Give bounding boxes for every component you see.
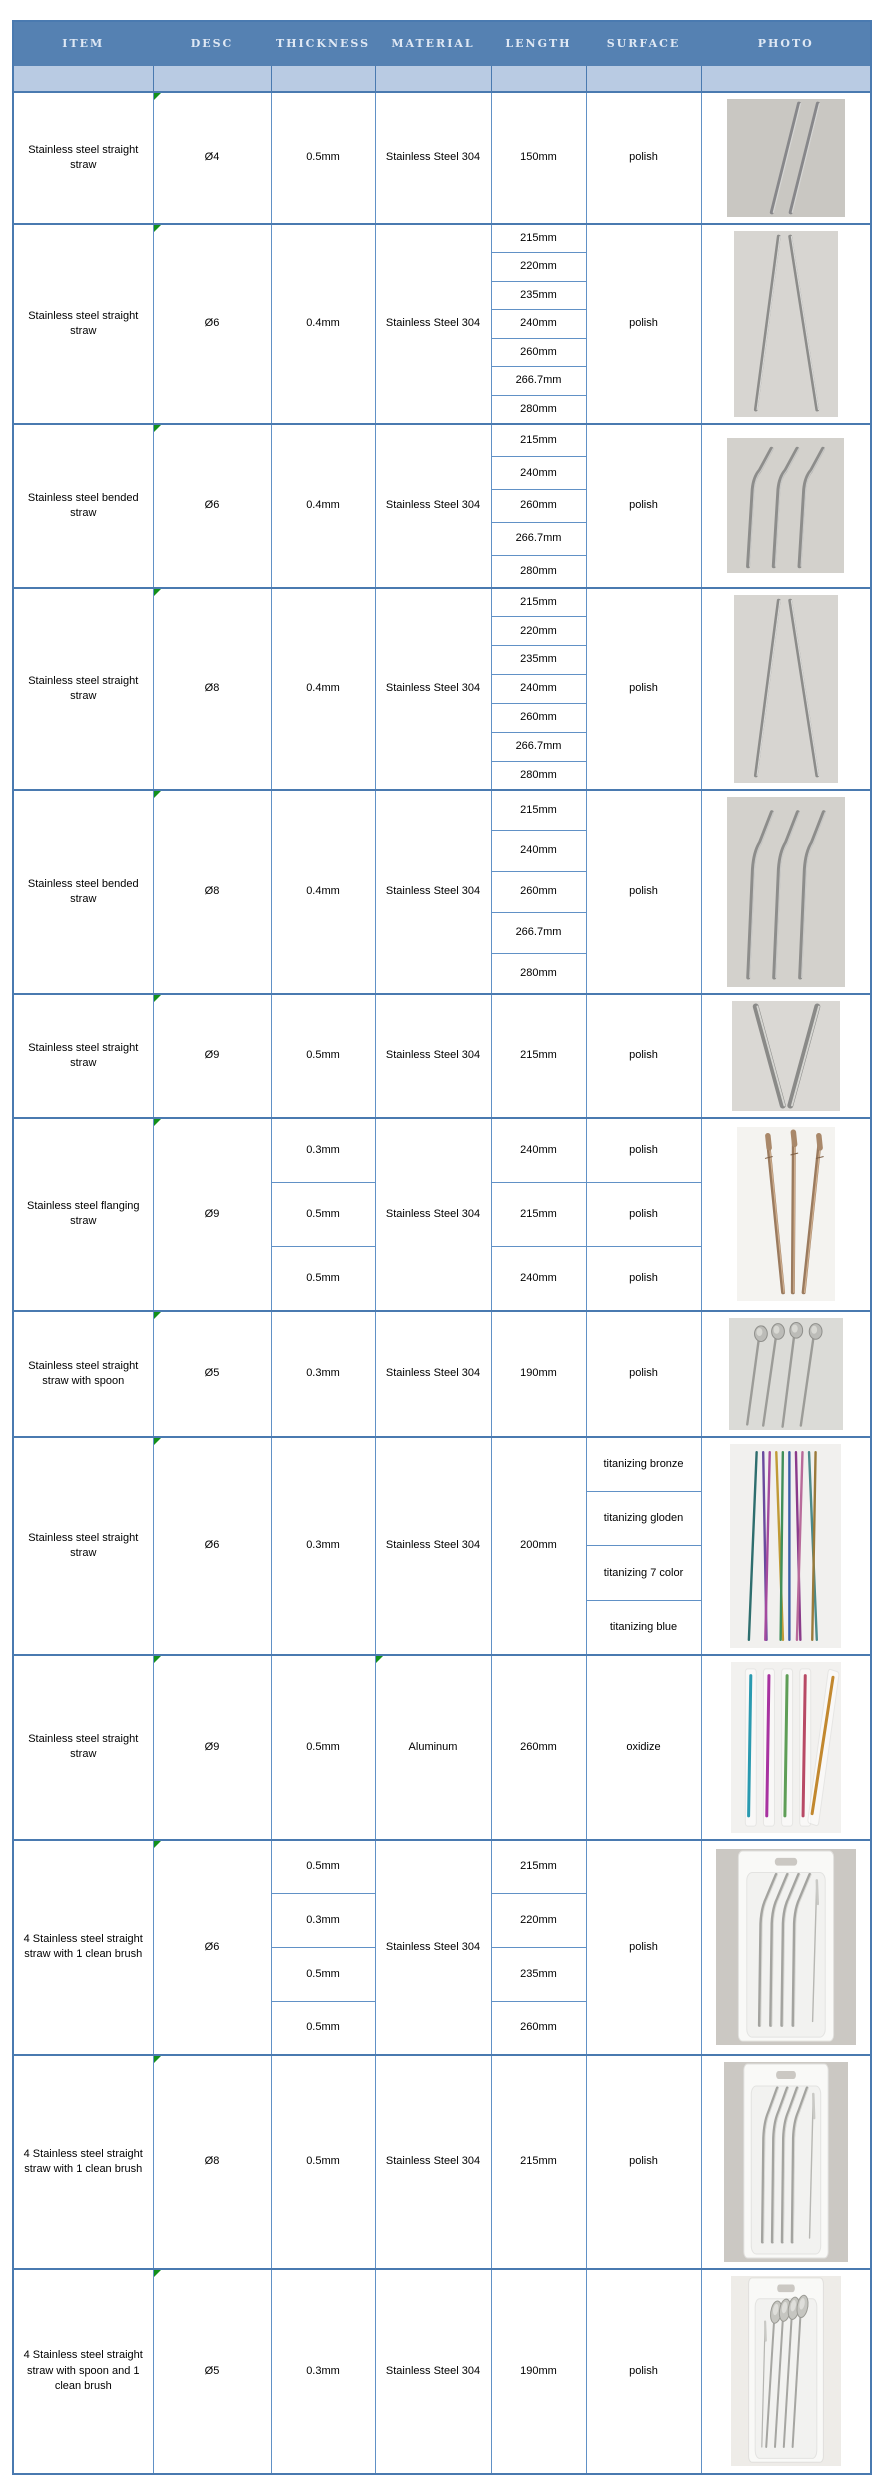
length-cell: 190mm (491, 2269, 586, 2474)
product-photo (727, 99, 845, 217)
item-cell: Stainless steel straight straw (13, 1437, 153, 1655)
thickness-cell: 0.5mm (271, 1247, 375, 1311)
length-cell: 215mm (491, 994, 586, 1118)
thickness-cell: 0.4mm (271, 588, 375, 790)
product-photo (734, 231, 838, 417)
length-cell: 190mm (491, 1311, 586, 1437)
column-header-material: MATERIAL (375, 21, 491, 66)
photo-cell (701, 790, 871, 994)
material-cell: Stainless Steel 304 (375, 1118, 491, 1311)
table-row (13, 1311, 871, 1437)
length-cell: 215mm (491, 2055, 586, 2269)
length-cell: 260mm (491, 1655, 586, 1840)
table-row (13, 1840, 871, 1894)
length-cell: 260mm (491, 703, 586, 732)
product-photo (731, 1662, 841, 1833)
length-cell: 235mm (491, 1947, 586, 2001)
table-row (13, 2269, 871, 2474)
length-cell: 240mm (491, 1247, 586, 1311)
length-cell: 266.7mm (491, 732, 586, 761)
length-cell: 240mm (491, 457, 586, 490)
column-header-desc: DESC (153, 21, 271, 66)
desc-cell: Ø8 (153, 588, 271, 790)
length-cell: 266.7mm (491, 367, 586, 396)
item-cell: Stainless steel straight straw (13, 1655, 153, 1840)
length-cell: 220mm (491, 1894, 586, 1948)
desc-cell: Ø8 (153, 790, 271, 994)
length-cell: 260mm (491, 490, 586, 523)
length-cell: 220mm (491, 253, 586, 282)
thickness-cell: 0.5mm (271, 1947, 375, 2001)
length-cell: 235mm (491, 281, 586, 310)
photo-cell (701, 2055, 871, 2269)
product-photo (730, 1444, 841, 1648)
thickness-cell: 0.5mm (271, 1655, 375, 1840)
photo-cell (701, 1840, 871, 2055)
length-cell: 240mm (491, 310, 586, 339)
item-cell: Stainless steel straight straw (13, 588, 153, 790)
length-cell: 266.7mm (491, 912, 586, 953)
length-cell: 215mm (491, 1840, 586, 1894)
surface-cell: polish (586, 2269, 701, 2474)
material-cell: Aluminum (375, 1655, 491, 1840)
subheader-cell (153, 66, 271, 93)
column-header-length: LENGTH (491, 21, 586, 66)
table-row (13, 92, 871, 224)
item-cell: Stainless steel bended straw (13, 424, 153, 588)
material-cell: Stainless Steel 304 (375, 224, 491, 424)
desc-cell: Ø9 (153, 1655, 271, 1840)
product-photo (737, 1127, 835, 1301)
material-cell: Stainless Steel 304 (375, 424, 491, 588)
length-cell: 240mm (491, 831, 586, 872)
surface-cell: oxidize (586, 1655, 701, 1840)
table-body (13, 92, 871, 2474)
surface-cell: titanizing gloden (586, 1491, 701, 1546)
surface-cell: polish (586, 424, 701, 588)
product-photo (724, 2062, 848, 2262)
desc-cell: Ø9 (153, 994, 271, 1118)
thickness-cell: 0.5mm (271, 994, 375, 1118)
column-header-photo: PHOTO (701, 21, 871, 66)
length-cell: 150mm (491, 92, 586, 224)
subheader-cell (375, 66, 491, 93)
surface-cell: polish (586, 2055, 701, 2269)
length-cell: 266.7mm (491, 522, 586, 555)
table-subheader-row (13, 66, 871, 93)
thickness-cell: 0.3mm (271, 1437, 375, 1655)
thickness-cell: 0.3mm (271, 2269, 375, 2474)
column-header-thickness: THICKNESS (271, 21, 375, 66)
length-cell: 215mm (491, 224, 586, 253)
surface-cell: titanizing bronze (586, 1437, 701, 1492)
thickness-cell: 0.3mm (271, 1118, 375, 1182)
product-photo (729, 1318, 843, 1430)
length-cell: 215mm (491, 424, 586, 457)
material-cell: Stainless Steel 304 (375, 2055, 491, 2269)
item-cell: 4 Stainless steel straight straw with spoon and 1 clean brush (13, 2269, 153, 2474)
item-cell: Stainless steel straight straw (13, 92, 153, 224)
photo-cell (701, 1437, 871, 1655)
photo-cell (701, 588, 871, 790)
material-cell: Stainless Steel 304 (375, 994, 491, 1118)
surface-cell: polish (586, 790, 701, 994)
length-cell: 280mm (491, 395, 586, 424)
item-cell: Stainless steel straight straw with spoon (13, 1311, 153, 1437)
surface-cell: polish (586, 1311, 701, 1437)
length-cell: 260mm (491, 338, 586, 367)
material-cell: Stainless Steel 304 (375, 1437, 491, 1655)
product-photo (727, 797, 845, 987)
table-row (13, 994, 871, 1118)
surface-cell: titanizing 7 color (586, 1546, 701, 1601)
table-header (13, 21, 871, 92)
column-header-surface: SURFACE (586, 21, 701, 66)
surface-cell: polish (586, 588, 701, 790)
length-cell: 280mm (491, 555, 586, 588)
table-row (13, 224, 871, 253)
table-header-row (13, 21, 871, 66)
product-photo (716, 1849, 856, 2045)
desc-cell: Ø6 (153, 1437, 271, 1655)
surface-cell: polish (586, 1247, 701, 1311)
length-cell: 260mm (491, 2001, 586, 2055)
photo-cell (701, 424, 871, 588)
material-cell: Stainless Steel 304 (375, 92, 491, 224)
subheader-cell (491, 66, 586, 93)
table-row (13, 1118, 871, 1182)
table-row (13, 1655, 871, 1840)
desc-cell: Ø6 (153, 424, 271, 588)
product-photo (734, 595, 838, 783)
desc-cell: Ø8 (153, 2055, 271, 2269)
subheader-cell (586, 66, 701, 93)
material-cell: Stainless Steel 304 (375, 588, 491, 790)
length-cell: 240mm (491, 1118, 586, 1182)
desc-cell: Ø4 (153, 92, 271, 224)
length-cell: 220mm (491, 617, 586, 646)
surface-cell: polish (586, 224, 701, 424)
item-cell: Stainless steel flanging straw (13, 1118, 153, 1311)
photo-cell (701, 2269, 871, 2474)
photo-cell (701, 1311, 871, 1437)
length-cell: 235mm (491, 646, 586, 675)
length-cell: 215mm (491, 1182, 586, 1246)
desc-cell: Ø6 (153, 1840, 271, 2055)
thickness-cell: 0.3mm (271, 1311, 375, 1437)
table-row (13, 1437, 871, 1492)
item-cell: Stainless steel bended straw (13, 790, 153, 994)
subheader-cell (271, 66, 375, 93)
item-cell: Stainless steel straight straw (13, 224, 153, 424)
thickness-cell: 0.5mm (271, 2001, 375, 2055)
table-row (13, 2055, 871, 2269)
desc-cell: Ø9 (153, 1118, 271, 1311)
surface-cell: polish (586, 1182, 701, 1246)
item-cell: 4 Stainless steel straight straw with 1 clean brush (13, 1840, 153, 2055)
table-row (13, 790, 871, 831)
photo-cell (701, 1118, 871, 1311)
length-cell: 240mm (491, 675, 586, 704)
surface-cell: polish (586, 92, 701, 224)
material-cell: Stainless Steel 304 (375, 1311, 491, 1437)
material-cell: Stainless Steel 304 (375, 1840, 491, 2055)
photo-cell (701, 1655, 871, 1840)
length-cell: 280mm (491, 761, 586, 790)
length-cell: 280mm (491, 953, 586, 994)
desc-cell: Ø5 (153, 1311, 271, 1437)
photo-cell (701, 224, 871, 424)
thickness-cell: 0.4mm (271, 224, 375, 424)
product-table (12, 20, 872, 2475)
desc-cell: Ø6 (153, 224, 271, 424)
material-cell: Stainless Steel 304 (375, 790, 491, 994)
thickness-cell: 0.5mm (271, 2055, 375, 2269)
length-cell: 215mm (491, 588, 586, 617)
thickness-cell: 0.5mm (271, 1182, 375, 1246)
thickness-cell: 0.4mm (271, 424, 375, 588)
thickness-cell: 0.5mm (271, 1840, 375, 1894)
subheader-cell (701, 66, 871, 93)
length-cell: 200mm (491, 1437, 586, 1655)
thickness-cell: 0.5mm (271, 92, 375, 224)
desc-cell: Ø5 (153, 2269, 271, 2474)
material-cell: Stainless Steel 304 (375, 2269, 491, 2474)
product-photo (732, 1001, 840, 1111)
subheader-cell (13, 66, 153, 93)
photo-cell (701, 994, 871, 1118)
product-photo (727, 438, 844, 573)
surface-cell: titanizing blue (586, 1600, 701, 1655)
item-cell: Stainless steel straight straw (13, 994, 153, 1118)
surface-cell: polish (586, 1840, 701, 2055)
surface-cell: polish (586, 1118, 701, 1182)
thickness-cell: 0.3mm (271, 1894, 375, 1948)
photo-cell (701, 92, 871, 224)
table-row (13, 588, 871, 617)
length-cell: 260mm (491, 872, 586, 913)
column-header-item: ITEM (13, 21, 153, 66)
table-row (13, 424, 871, 457)
item-cell: 4 Stainless steel straight straw with 1 clean brush (13, 2055, 153, 2269)
surface-cell: polish (586, 994, 701, 1118)
length-cell: 215mm (491, 790, 586, 831)
thickness-cell: 0.4mm (271, 790, 375, 994)
product-photo (731, 2276, 841, 2466)
